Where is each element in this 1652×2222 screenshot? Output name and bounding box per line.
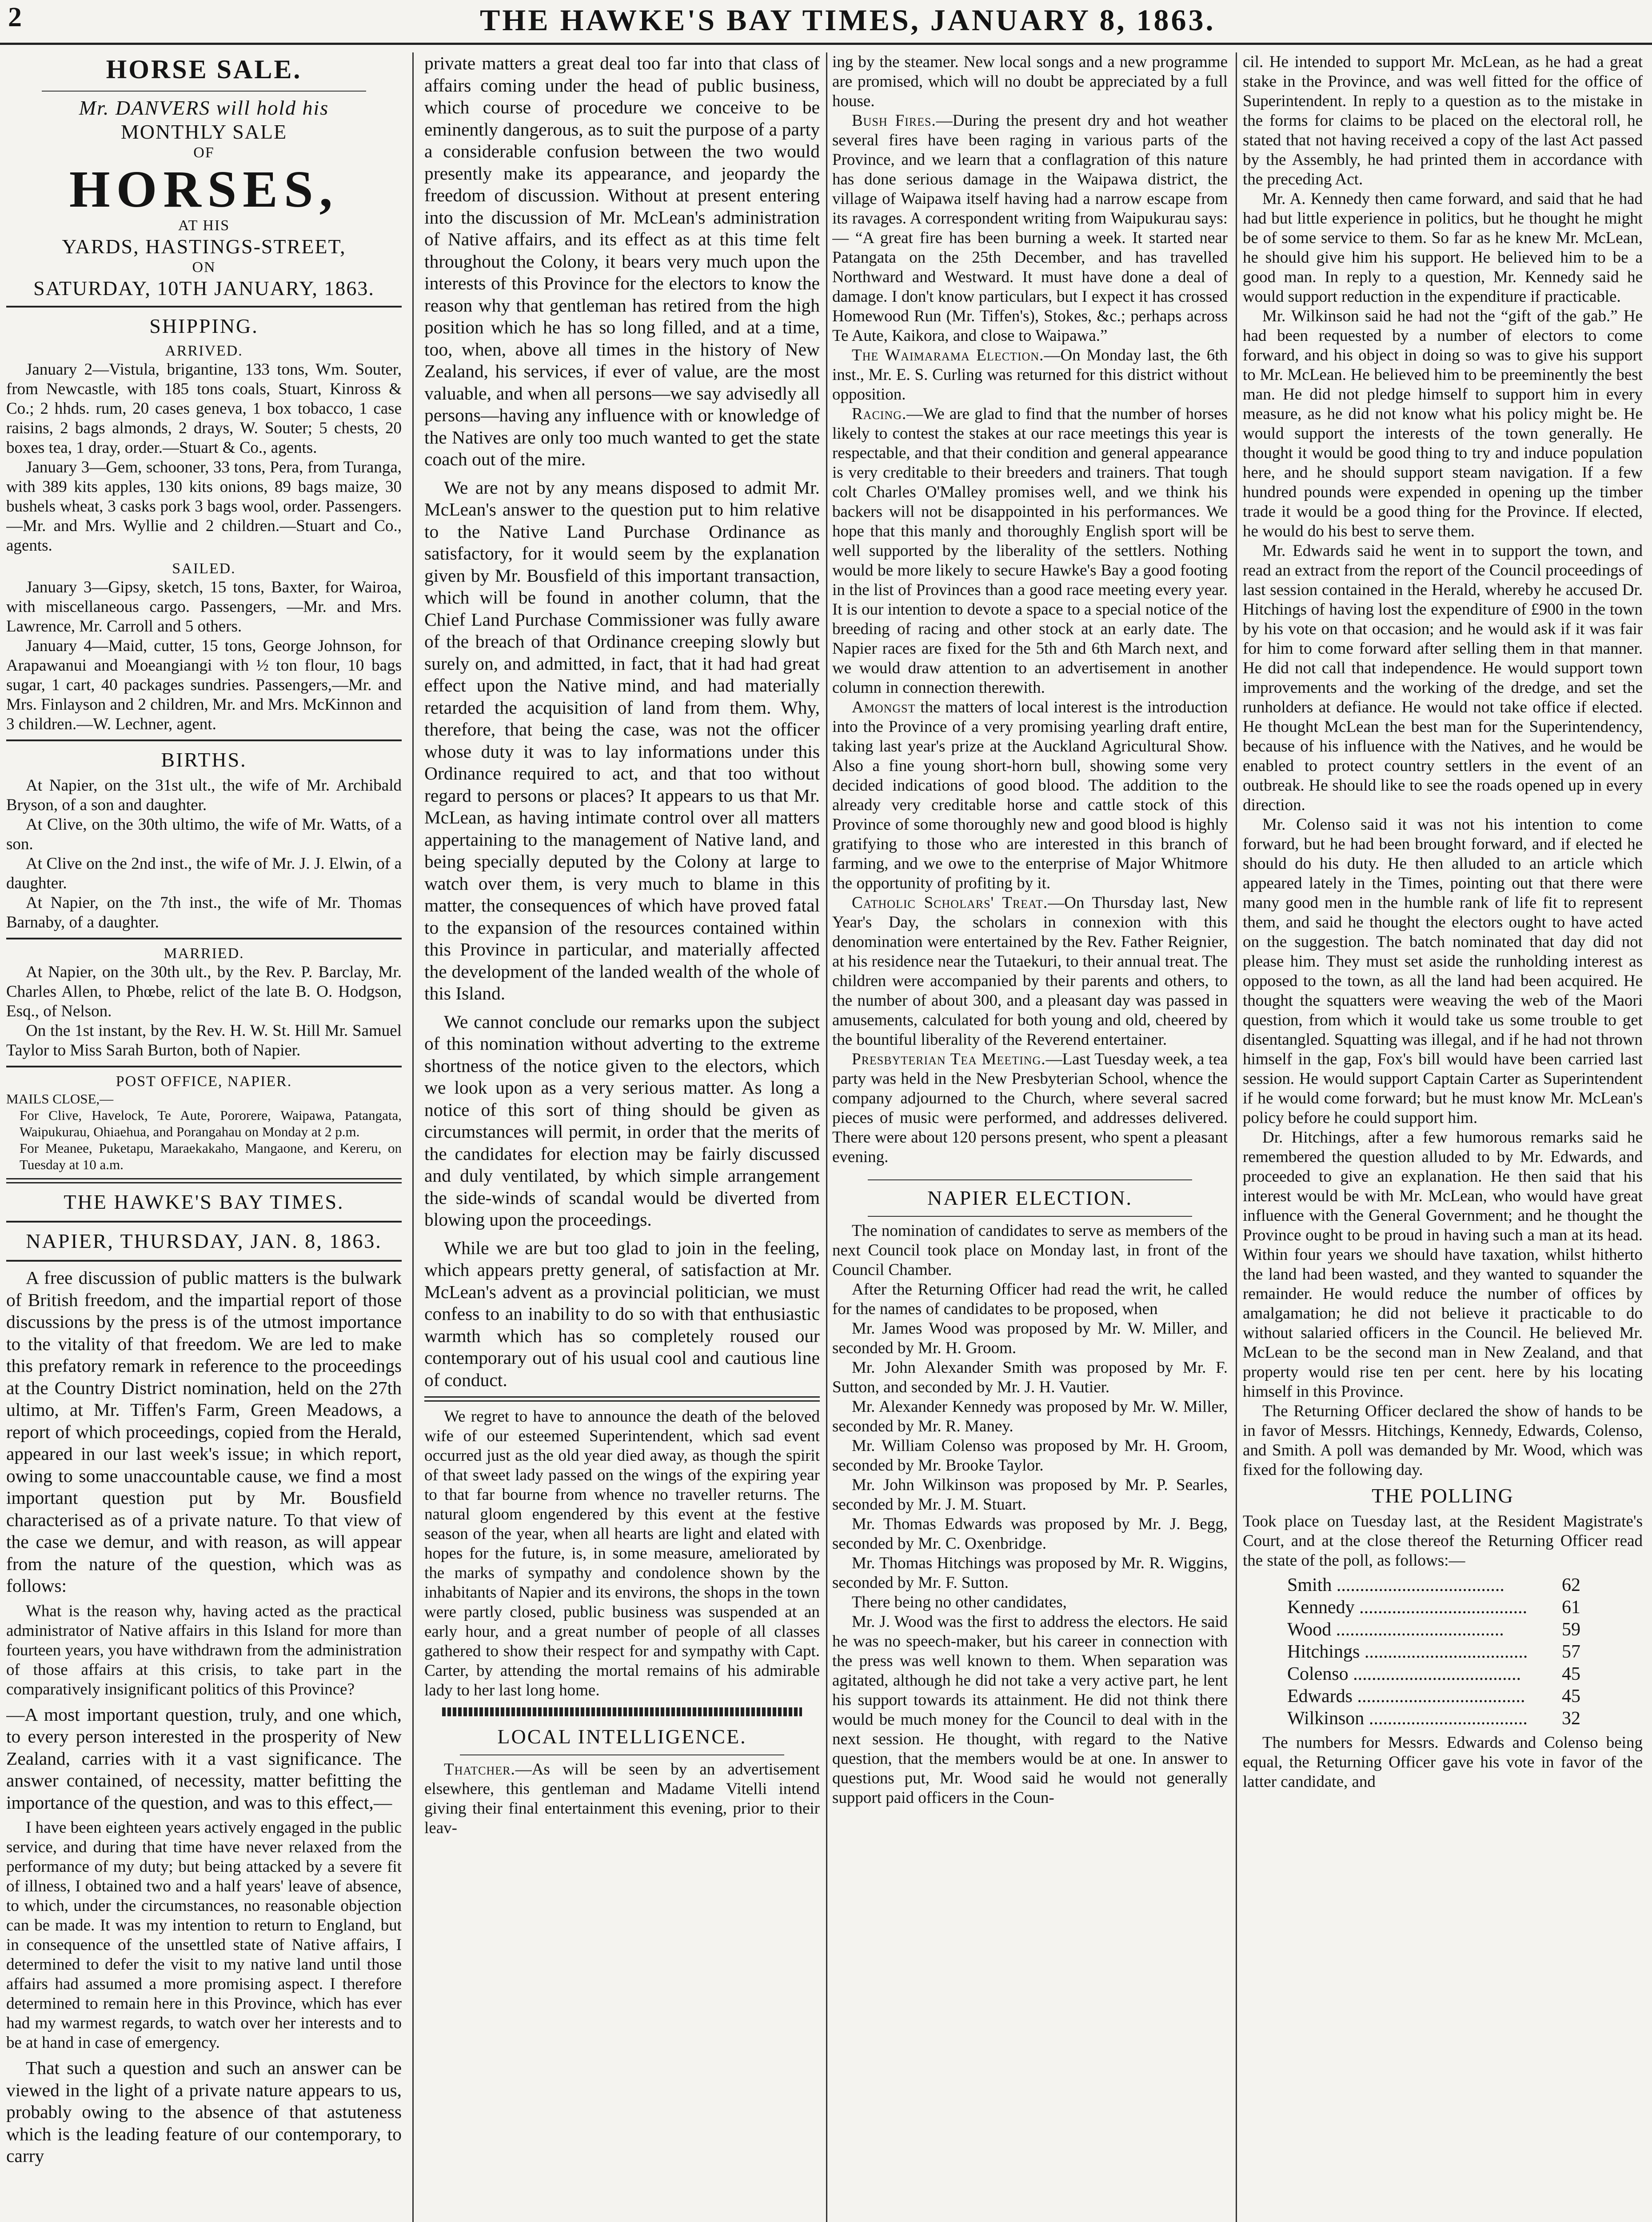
nomination: Mr. John Wilkinson was proposed by Mr. P. Searles, seconded by Mr. J. M. Stuart. (832, 1476, 1228, 1514)
married-heading: MARRIED. (164, 945, 244, 962)
nomination: Mr. James Wood was proposed by Mr. W. Miller, and seconded by Mr. H. Groom. (832, 1319, 1228, 1357)
poll-row (1287, 1619, 1643, 1641)
editorial-article-continued (424, 52, 820, 1391)
divider (6, 1221, 402, 1223)
local-item-presbyterian-tea (832, 1050, 1228, 1167)
marriage-notice: At Napier, on the 30th ult., by the Rev. P. Barclay, Mr. Charles Allen, to Phœbe, relict of the late B. O. Hodgson, Esq., of Nelson. (6, 963, 402, 1020)
item-text: the matters of local interest is the introduction into the Province of a very promising yearling draft entire, taking last year's prize at the Auckland Agricultural Show. Also a fine young short-horn bull, showing some very decided indications of good blood. The addition to the already very creditable horse and cattle stock of this Province of some thoroughly new and good blood is highly gratifying to those who are interested in this branch of farming, and we owe to the enterprise of Major Whitmore the opportunity of profiting by it. (832, 698, 1228, 892)
candidate-name: Wilkinson ..... (1287, 1707, 1527, 1730)
mail-schedule: For Clive, Havelock, Te Aute, Pororere, Waipawa, Patangata, Waipukurau, Ohiaehua, and Porangahau on Monday at 2 p.m. (20, 1107, 402, 1139)
polling-heading: THE POLLING (1372, 1484, 1514, 1507)
poll-row (1287, 1707, 1643, 1730)
item-text: —Last Tuesday week, a tea party was held in the New Presbyterian School, whence the company adjourned to the Church, where several sacred pieces of music were performed, and addresses delivered. There were about 120 persons present, who spent a pleasant evening. (832, 1050, 1228, 1166)
column-2 (424, 52, 820, 2222)
editorial-article (6, 1267, 402, 2167)
item-lead: Bush Fires. (852, 112, 936, 130)
double-rule (424, 1396, 820, 1402)
item-lead: Catholic Scholars' Treat. (852, 894, 1048, 912)
local-item-waimarama-election (832, 346, 1228, 404)
election-paragraph: After the Returning Officer had read the writ, he called for the names of candidates to be proposed, when (832, 1280, 1228, 1318)
candidate-name: Edwards ..... (1287, 1685, 1527, 1707)
married-section (6, 945, 402, 1060)
item-lead: Racing. (852, 405, 907, 423)
candidate-name: Wood ..... (1287, 1619, 1527, 1641)
shipping-entry: January 2—Vistula, brigantine, 133 tons, Wm. Souter, from Newcastle, with 185 tons coals, Stuart, Kinross & Co.; 2 hhds. rum, 20 cases geneva, 1 box tobacco, 1 case raisins, 2 bags almonds, 2 drays, W. Souter; 5 chests, 20 boxes tea, 1 dray, order.—Stuart & Co., agents. (6, 360, 402, 457)
article-paragraph: While we are but too glad to join in the feeling, which appears pretty general, of satisfaction at Mr. McLean's advent as a provincial politician, we must confess to an inability to do so with that enthusiastic warmth which has so completely roused our contemporary out of his usual cool and cautious line of conduct. (424, 1237, 820, 1390)
vote-count: 45 (1562, 1664, 1580, 1684)
candidate-speech: Mr. A. Kennedy then came forward, and said that he had had but little experience in politics, but he thought he might be of some service to them. So far as he knew Mr. McLean, he should give him his support. He believed him to be a good man. In reply to a question, Mr. Kennedy said he would support reduction in the expenditure if practicable. (1243, 190, 1643, 306)
divider (6, 1066, 402, 1067)
masthead (0, 0, 1652, 49)
article-paragraph: We are not by any means disposed to admit Mr. McLean's answer to the question put to him relative to the Native Land Purchase Ordinance as satisfactory, for it would seem by the explanation given by Mr. Bousfield of this important transaction, which will be found in another column, that the Chief Land Purchase Commissioner was fully aware of the breach of that Ordinance creeping slowly but surely on, and admitted, in fact, that it had had great effect upon the Native mind, and had materially retarded the acquisition of land from them. Why, therefore, that being the case, was not the officer whose duty it was to lay informations under this Ordinance required to act, and that too without regard to persons or places? It appears to us that Mr. McLean, as having intimate control over all matters appertaining to the management of Native land, and being specially deputed by the Colony at large to watch over them, is very much to blame in this matter, the consequences of which have proved fatal to the expansion of the resources contained within this Province in particular, and materially affected the development of the landed wealth of the whole of this Island. (424, 477, 820, 1003)
birth-notice: At Clive, on the 30th ultimo, the wife of Mr. Watts, of a son. (6, 815, 402, 853)
article-paragraph: That such a question and such an answer can be viewed in the light of a private nature appears to us, probably owing to the absence of that astuteness which is the leading feature of our contemporary, to carry (6, 2058, 402, 2166)
polling-closing: The numbers for Messrs. Edwards and Colenso being equal, the Returning Officer gave his vote in favor of the latter candidate, and (1243, 1734, 1643, 1791)
local-item-racing (832, 404, 1228, 698)
mails-close-label: MAILS CLOSE,— (6, 1091, 114, 1107)
horse-sale-at: AT HIS (178, 217, 230, 234)
election-paragraph: The nomination of candidates to serve as members of the next Council took place on Monday last, in front of the Council Chamber. (832, 1222, 1228, 1279)
candidate-speech: Dr. Hitchings, after a few humorous remarks said he remembered the question alluded to by Mr. Edwards, and proceeded to give an explanation. He then said that his interest would be with Mr. McLean, who would have great influence with the General Government; and he thought the Province ought to be proud in having such a man at its head. Within four years we should have taxation, whilst hitherto the land had been wasted, and they wanted to squander the remainder. He would reduce the number of offices by amalgamation; he did not believe it practicable to do without salaried officers in the Council. He believed Mr. McLean to be the second man in New Zealand, and that property would rise ten per cent. here by his locating himself in this Province. (1243, 1128, 1643, 1401)
item-lead: Presbyterian Tea Meeting. (852, 1050, 1046, 1068)
candidate-speech: Mr. Edwards said he went in to support the town, and read an extract from the report of the Council proceedings of last session contained in the Herald, whereby he accused Dr. Hitchings of having lost the expenditure of £900 in the town by his vote on that occasion; and he would ask if it was fair for him to come forward after selling them in that manner. He did not call that independence. He would support town improvements and the working of the dredge, and set the runholders at defiance. He would not take office if elected. He thought McLean the best man for the Superintendency, because of his influence with the Natives, and he would be enabled to protect country settlers in the event of an outbreak. He should like to see the roads opened up in every direction. (1243, 542, 1643, 814)
birth-notice: At Clive on the 2nd inst., the wife of Mr. J. J. Elwin, of a daughter. (6, 855, 402, 892)
article-paragraph: A free discussion of public matters is the bulwark of British freedom, and the impartial report of those discussions by the press is of the utmost importance to the vitality of that freedom. We are led to make this prefatory remark in reference to the proceedings at the Country District nomination, held on the 27th ultimo, at Mr. Tiffen's Farm, Green Meadows, a report of which proceedings, copied from the Herald, appeared in our last week's issue; in which report, owing to some unaccountable cause, we find a most important question put by Mr. Bousfield characterised as of a private nature. To that view of the case we demur, and with reason, as will appear from the nature of the question, which was as follows: (6, 1267, 402, 1596)
quoted-answer: I have been eighteen years actively engaged in the public service, and during that time have never relaxed from the performance of my duty; but being attacked by a severe fit of illness, I obtained two and a half years' leave of absence, to which, under the circumstances, no reasonable objection can be made. It was my intention to return to England, but in consequence of the unsettled state of Native affairs, I determined to defer the visit to my native land until those affairs had assumed a more promising aspect. I therefore determined to remain here in this Province, which has ever had my warmest regards, to watch over her interests and to be at hand in case of emergency. (6, 1818, 402, 2052)
shipping-entry: January 4—Maid, cutter, 15 tons, George Johnson, for Arapawanui and Moeangiangi with ½ ton flour, 10 bags sugar, 1 cart, 40 packages sundries. Passengers,—Mr. and Mrs. Finlayson and 2 children, Mr. and Mrs. McKinnon and 3 children.—W. Lechner, agent. (6, 637, 402, 733)
birth-notice: At Napier, on the 31st ult., the wife of Mr. Archibald Bryson, of a son and daughter. (6, 776, 402, 814)
poll-row (1287, 1663, 1643, 1685)
poll-row (1287, 1641, 1643, 1663)
births-section (6, 747, 402, 932)
vote-count: 59 (1562, 1619, 1580, 1640)
poll-row (1287, 1685, 1643, 1707)
poll-row (1287, 1574, 1643, 1596)
election-paragraph: The Returning Officer declared the show of hands to be in favor of Messrs. Hitchings, Kennedy, Edwards, Colenso, and Smith. A poll was demanded by Mr. Wood, which was fixed for the following day. (1243, 1402, 1643, 1479)
column-3 (832, 52, 1228, 2222)
vote-count: 32 (1562, 1708, 1580, 1729)
candidate-speech: Mr. Colenso said it was not his intention to come forward, but he had been brought forward, and if elected he should do his duty. He then alluded to an article which appeared lately in the Times, pointing out that there were many good men in the humble rank of life fit to represent them, and said he thought the electors ought to have acted on the suggestion. The batch nominated that day did not please him. They must set aside the runholding interest as opposed to the town, as all the land had been acquired. He thought the squatters were weaving the web of the Maori question, from which it would take us some trouble to get disentangled. Squatting was illegal, and if he had not thrown himself in the gap, Fox's bill would have been carried last session. He would support Captain Carter as Superintendent if he would come forward; but he must know Mr. McLean's policy before he could support him. (1243, 815, 1643, 1127)
election-paragraph: cil. He intended to support Mr. McLean, as he had a great stake in the Province, and was well fitted for the office of Superintendent. In reply to a question as to the mistake in the forms for claims to be placed on the electoral roll, he stated that not having received a copy of the last Act passed by the Assembly, he had printed them in accordance with the preceding Act. (1243, 53, 1643, 188)
newspaper-masthead-title: THE HAWKE'S BAY TIMES, JANUARY 8, 1863. (480, 3, 1216, 37)
editorial-paper-title: THE HAWKE'S BAY TIMES. (64, 1191, 344, 1213)
horse-sale-of: OF (193, 144, 215, 161)
column-divider (1236, 52, 1237, 2222)
post-office-section (6, 1073, 402, 1173)
births-heading: BIRTHS. (161, 748, 247, 771)
editorial-dateline: NAPIER, THURSDAY, JAN. 8, 1863. (26, 1230, 382, 1252)
vote-count: 45 (1562, 1686, 1580, 1706)
local-item-catholic-treat (832, 893, 1228, 1050)
column-1 (6, 52, 402, 2222)
item-lead: The Waimarama Election. (852, 346, 1044, 364)
candidate-name: Hitchings ..... (1287, 1641, 1527, 1663)
divider (42, 91, 366, 92)
vote-count: 62 (1562, 1575, 1580, 1595)
quoted-question: What is the reason why, having acted as the practical administrator of Native affairs in this Island for more than fourteen years, you have withdrawn from the administration of those affairs at this crisis, to take part in the comparatively insignificant politics of this Province? (6, 1602, 402, 1698)
horse-sale-intro: Mr. DANVERS will hold his (79, 96, 329, 119)
nomination: Mr. John Alexander Smith was proposed by Mr. F. Sutton, and seconded by Mr. J. H. Vautier. (832, 1359, 1228, 1396)
horse-sale-monthly: MONTHLY SALE (120, 120, 287, 143)
local-item-continued: ing by the steamer. New local songs and a new programme are promised, which will no doubt be appreciated by a full house. (832, 53, 1228, 110)
divider (6, 1260, 402, 1262)
election-paragraph: Mr. J. Wood was the first to address the electors. He said he was no speech-maker, but his career in connection with the press was well known to them. When separation was agitated, although he did not take a very active part, he lent his support towards its attainment. He did not think there would be much money for the Council to deal with in the next session. He thought, with regard to the Native question, that the members would be at one. In answer to questions put, Mr. Wood said he would not generally support paid officers in the Coun- (832, 1613, 1228, 1807)
local-intelligence-heading: LOCAL INTELLIGENCE. (497, 1725, 747, 1748)
double-rule (6, 1178, 402, 1183)
vote-count: 57 (1562, 1642, 1580, 1662)
ornamental-rule (442, 1707, 802, 1716)
item-text: —On Monday last, the 6th inst., Mr. E. S. Curling was returned for this district without opposition. (832, 346, 1228, 404)
item-text: —During the present dry and hot weather several fires have been raging in various parts of the Province, and we learn that a conflagration of this nature has done serious damage in the Waipawa district, the village of Waipawa itself having had a narrow escape from its ravages. A correspondent writing from Waipukurau says:— “A great fire has been burning a week. It started near Patangata on the 25th December, and has travelled Northward and Westward. It must have done a deal of damage. I don't know particulars, but I expect it has crossed Homewood Run (Mr. Tiffen's), Stokes, &c.; perhaps across Te Aute, Kaikora, and close to Waipawa.” (832, 112, 1228, 345)
item-text: —As will be seen by an advertisement elsewhere, this gentleman and Madame Vitelli intend giving their final entertainment this evening, prior to their leav- (424, 1760, 820, 1837)
article-paragraph: We cannot conclude our remarks upon the subject of this nomination without adverting to the extreme shortness of the notice given to the electors, which we look upon as a very serious matter. As long a notice of this sort of thing should be given as circumstances will permit, in order that the merits of the candidates for election may be fairly discussed and duly ventilated, by which simple arrangement the side-winds of scandal would be diverted from blowing upon the proceedings. (424, 1011, 820, 1230)
divider (868, 1216, 1192, 1217)
article-paragraph: private matters a great deal too far into that class of affairs coming under the head of public business, which course of procedure we conceive to be eminently dangerous, as to suit the purpose of a party a considerable confusion between the two would presently make its appearance, and jeopardy the freedom of discussion. Without at present entering into the discussion of Mr. McLean's administration of Native affairs, and its effect as at this time felt throughout the Colony, it bears very much upon the interests of this Province for the electors to know the reason why that gentleman has retired from the high position which he has so long filled, and at a time, too, when, above all times in the history of New Zealand, his services, if ever of value, are the most valuable, and when all persons—we say advisedly all persons—having any influence with or knowledge of the Natives are only too much wanted to get the state coach out of the mire. (424, 53, 820, 469)
nomination: Mr. William Colenso was proposed by Mr. H. Groom, seconded by Mr. Brooke Taylor. (832, 1437, 1228, 1475)
item-text: —We are glad to find that the number of horses likely to contest the stakes at our race meetings this year is respectable, and that their condition and general appearance is very creditable to their breeders and trainers. That tough colt Charles O'Malley promises well, and we think his backers will not be disappointed in his performances. We hope that this manly and thoroughly English sport will be well supported by the liberality of the settlers. Nothing would be more likely to secure Hawke's Bay a good footing in the list of Provinces than a good race meeting every year. It is our intention to devote a space to a special notice of the breeding of racing and other stock at an early date. The Napier races are fixed for the 5th and 6th March next, and we would draw attention to an advertisement in another column in connection therewith. (832, 405, 1228, 697)
shipping-entry: January 3—Gem, schooner, 33 tons, Pera, from Turanga, with 389 kits apples, 130 kits onions, 89 bags maize, 30 bushels wheat, 3 casks pork 3 bags wool, order. Passengers.—Mr. and Mrs. Wyllie and 2 children.—Stuart and Co., agents. (6, 458, 402, 555)
marriage-notice: On the 1st instant, by the Rev. H. W. St. Hill Mr. Samuel Taylor to Miss Sarah Burton, both of Napier. (6, 1022, 402, 1059)
local-item-livestock (832, 698, 1228, 893)
horse-sale-horses: HORSES, (69, 160, 339, 218)
candidate-name: Colenso ..... (1287, 1663, 1527, 1685)
nomination: Mr. Thomas Hitchings was proposed by Mr. R. Wiggins, seconded by Mr. F. Sutton. (832, 1554, 1228, 1592)
article-paragraph: —A most important question, truly, and one which, to every person interested in the prosperity of New Zealand, carries with it a vast significance. The answer contained, of necessity, matter befitting the importance of the question, and was to this effect,— (6, 1704, 402, 1813)
column-divider (826, 52, 827, 2222)
column-4 (1243, 52, 1643, 2222)
candidate-name: Smith ..... (1287, 1574, 1527, 1596)
poll-results-table (1287, 1574, 1643, 1730)
poll-row (1287, 1596, 1643, 1619)
page-number: 2 (8, 2, 22, 32)
divider (868, 1179, 1192, 1180)
sailed-heading: SAILED. (172, 560, 236, 577)
nomination: Mr. Alexander Kennedy was proposed by Mr. W. Miller, seconded by Mr. R. Maney. (832, 1398, 1228, 1435)
local-item-bush-fires (832, 111, 1228, 346)
post-office-heading: POST OFFICE, NAPIER. (116, 1073, 292, 1090)
candidate-name: Kennedy ..... (1287, 1596, 1527, 1619)
birth-notice: At Napier, on the 7th inst., the wife of Mr. Thomas Barnaby, of a daughter. (6, 894, 402, 931)
item-lead: Thatcher. (444, 1760, 515, 1778)
local-item-thatcher (424, 1760, 820, 1838)
masthead-rule (0, 43, 1652, 45)
divider (460, 1754, 784, 1755)
horse-sale-heading: HORSE SALE. (106, 55, 302, 84)
shipping-entry: January 3—Gipsy, sketch, 15 tons, Baxter, for Wairoa, with miscellaneous cargo. Passengers, —Mr. and Mrs. Lawrence, Mr. Carroll and 5 others. (6, 578, 402, 635)
horse-sale-on: ON (192, 259, 216, 276)
divider (6, 938, 402, 939)
death-notice: We regret to have to announce the death of the beloved wife of our esteemed Superintendent, which sad event occurred just as the old year died away, as though the spirit of that sweet lady passed on the wings of the expiring year to that far bourne from whence no traveller returns. The natural gloom engendered by this event at the festive season of the year, when all hearts are light and elated with hopes for the future, is, in some measure, ameliorated by the marks of sympathy and condolence shown by the inhabitants of Napier and its environs, the shops in the town were partly closed, public business was suspended at an early hour, and a great number of people of all classes gathered to show their respect for and sympathy with Capt. Carter, by attending the mortal remains of his admirable lady to her last long home. (424, 1407, 820, 1699)
divider (6, 739, 402, 741)
vote-count: 61 (1562, 1597, 1580, 1618)
napier-election-article (832, 1221, 1228, 1808)
polling-intro: Took place on Tuesday last, at the Resident Magistrate's Court, and at the close thereof the Returning Officer read the state of the poll, as follows:— (1243, 1512, 1643, 1570)
horse-sale-yards: YARDS, HASTINGS-STREET, (62, 235, 346, 258)
mail-schedule: For Meanee, Puketapu, Maraekakaho, Mangaone, and Kereru, on Tuesday at 10 a.m. (20, 1140, 402, 1172)
column-divider (412, 52, 414, 2222)
shipping-section (6, 313, 402, 734)
candidate-speech: Mr. Wilkinson said he had not the “gift of the gab.” He had been requested by a number of electors to come forward, and his object in doing so was to give his support to Mr. McLean. He believed him to be preeminently the best man. He did not pledge himself to support him in every measure, as he did not know what his policy might be. He would support the interests of the town generally. He thought it would be good thing to try and induce population here, and he should support steam navigation. If a few hundred pounds were expended in opening up the timber trade it would be a good thing for the Province. If elected, he would do his best to serve them. (1243, 307, 1643, 540)
item-text: —On Thursday last, New Year's Day, the scholars in connexion with this denomination were entertained by the Rev. Father Reignier, at his residence near the Tutaekuri, to their annual treat. The children were accompanied by their parents and others, to the number of about 300, and a pleasant day was passed in amusements, calculated for both young and old, cheered by the bountiful liberality of the Reverend entertainer. (832, 894, 1228, 1049)
arrived-heading: ARRIVED. (165, 343, 243, 359)
item-lead: Amongst (852, 698, 916, 716)
divider (6, 306, 402, 308)
horse-sale-date: SATURDAY, 10TH JANUARY, 1863. (33, 277, 375, 300)
horse-sale-advertisement (6, 52, 402, 300)
nomination: Mr. Thomas Edwards was proposed by Mr. J. Begg, seconded by Mr. C. Oxenbridge. (832, 1515, 1228, 1553)
napier-election-heading: NAPIER ELECTION. (927, 1187, 1133, 1209)
election-paragraph: There being no other candidates, (852, 1593, 1067, 1611)
shipping-heading: SHIPPING. (149, 315, 259, 337)
